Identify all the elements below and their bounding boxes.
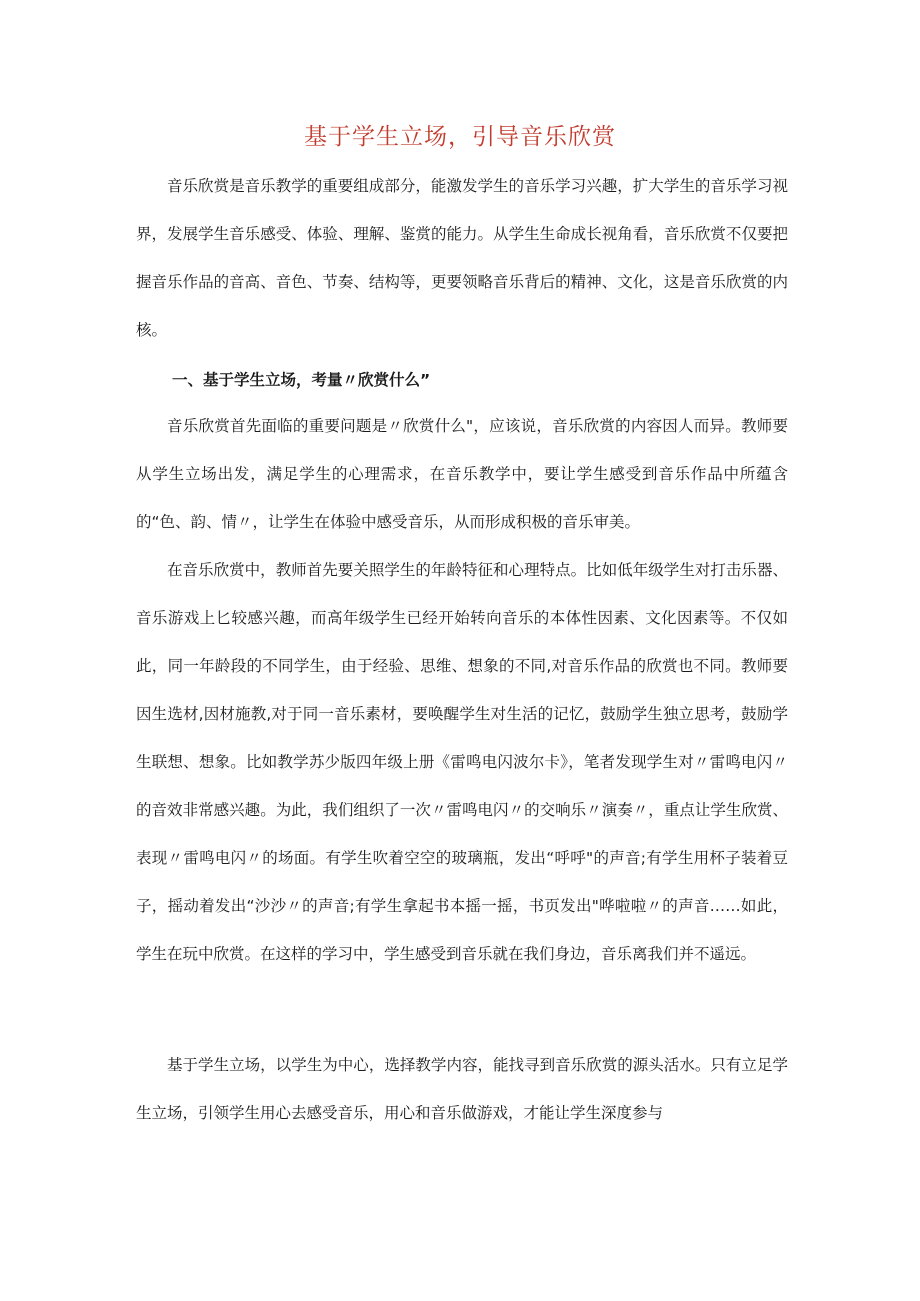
paragraph-what-to-appreciate: 音乐欣赏首先面临的重要问题是〃欣赏什么"，应该说，音乐欣赏的内容因人而异。教师要从学生立场出发，满足学生的心理需求，在音乐教学中，要让学生感受到音乐作品中所蕴含的“色、韵、情〃，让学生在体验中感受音乐，从而形成积极的音乐审美。	[136, 417, 788, 531]
paragraph-age-characteristics: 在音乐欣赏中，教师首先要关照学生的年龄特征和心理特点。比如低年级学生对打击乐器、音乐游戏上匕较感兴趣，而高年级学生已经开始转向音乐的本体性因素、文化因素等。不仅如此，同一年龄段的不同学生，由于经验、思维、想象的不同,对音乐作品的欣赏也不同。教师要因生选材,因材施教,对于同一音乐素材，要唤醒学生对生活的记忆，鼓励学生独立思考，鼓励学生联想、想象。比如教学苏少版四年级上册《雷鸣电闪波尔卡》，笔者发现学生对〃雷鸣电闪〃的音效非常感兴趣。为此，我们组织了一次〃雷鸣电闪〃的交响乐〃演奏〃，重点让学生欣赏、表现〃雷鸣电闪〃的场面。有学生吹着空空的玻璃瓶，发出“呼呼"的声音;有学生用杯子装着豆子，摇动着发出“沙沙〃的声音;有学生拿起书本摇一摇，书页发出"哗啦啦〃的声音……如此，学生在玩中欣赏。在这样的学习中，学生感受到音乐就在我们身边，音乐离我们并不遥远。	[136, 561, 788, 963]
document-title: 基于学生立场，引导音乐欣赏	[304, 124, 616, 150]
paragraph-intro: 音乐欣赏是音乐教学的重要组成部分，能激发学生的音乐学习兴趣，扩大学生的音乐学习视界，发展学生音乐感受、体验、理解、鉴赏的能力。从学生生命成长视角看，音乐欣赏不仅要把握音乐作品的音高、音色、节奏、结构等，更要领略音乐背后的精神、文化，这是音乐欣赏的内核。	[136, 177, 788, 339]
section-heading: 一、基于学生立场，考量〃欣赏什么”	[172, 371, 431, 389]
paragraph-student-centered: 基于学生立场，以学生为中心，选择教学内容，能找寻到音乐欣赏的源头活水。只有立足学生立场，引领学生用心去感受音乐，用心和音乐做游戏，才能让学生深度参与	[136, 1056, 788, 1122]
